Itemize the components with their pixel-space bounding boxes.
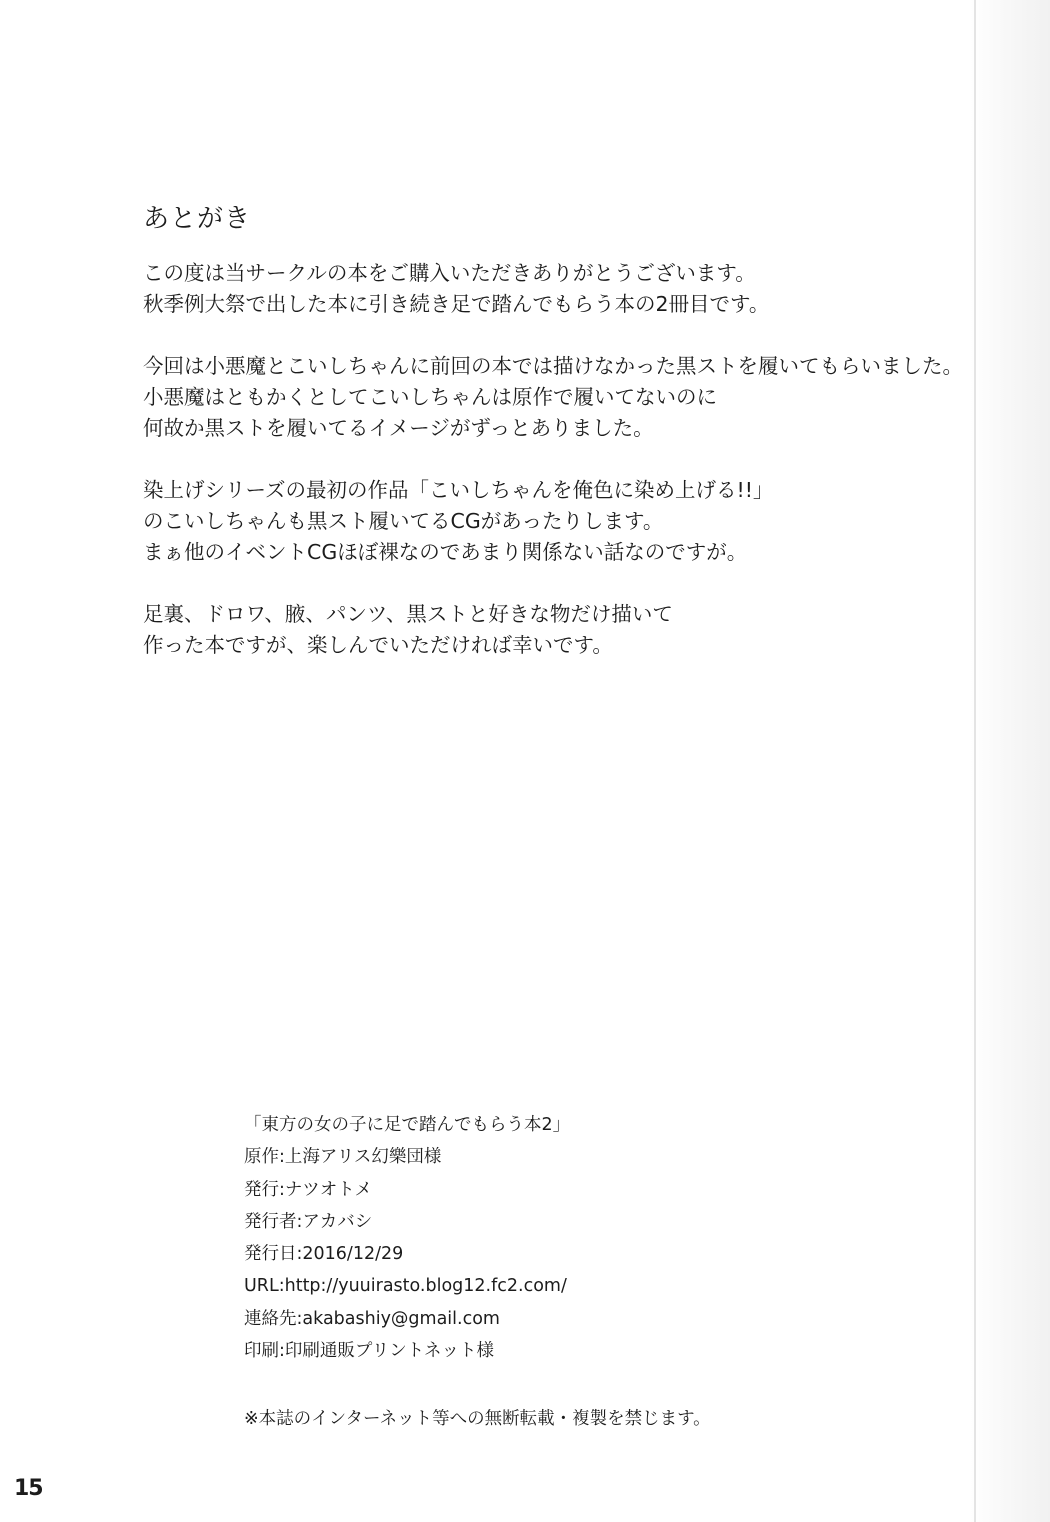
afterword-title: あとがき (143, 204, 252, 234)
colophon-date: 発行日:2016/12/29 (244, 1244, 404, 1265)
afterword-line: 小悪魔はともかくとしてこいしちゃんは原作で履いてないのに (143, 385, 717, 409)
colophon-book-title: 「東方の女の子に足で踏んでもらう本2」 (244, 1115, 571, 1135)
afterword-line: 足裏、ドロワ、腋、パンツ、黒ストと好きな物だけ描いて (143, 602, 673, 626)
afterword-paragraph (143, 599, 963, 661)
paragraph-gap (143, 568, 963, 599)
paragraph-gap (143, 320, 963, 351)
afterword-line: まぁ他のイベントCGほぼ裸なのであまり関係ない話なのですが。 (143, 540, 748, 564)
colophon-publisher: 発行者:アカバシ (244, 1211, 373, 1232)
page-edge-shadow (970, 0, 1050, 1522)
afterword-paragraph (143, 258, 963, 320)
page-number: 15 (14, 1476, 43, 1501)
colophon-printer: 印刷:印刷通販プリントネット様 (244, 1341, 495, 1362)
page-edge-line (974, 0, 976, 1522)
afterword-line: 作った本ですが、楽しんでいただければ幸いです。 (143, 633, 613, 657)
afterword-line: 何故か黒ストを履いてるイメージがずっとありました。 (143, 416, 654, 440)
afterword-line: 染上げシリーズの最初の作品「こいしちゃんを俺色に染め上げる!!」 (143, 478, 774, 502)
colophon-url: URL:http://yuuirasto.blog12.fc2.com/ (244, 1276, 567, 1297)
colophon-contact: 連絡先:akabashiy@gmail.com (244, 1308, 500, 1329)
colophon-original-work: 原作:上海アリス幻樂団様 (244, 1147, 442, 1168)
copyright-notice: ※本誌のインターネット等への無断転載・複製を禁じます。 (244, 1409, 711, 1429)
afterword-paragraph (143, 351, 963, 444)
afterword-body (143, 258, 963, 661)
afterword-line: この度は当サークルの本をご購入いただきありがとうございます。 (143, 261, 756, 285)
paragraph-gap (143, 444, 963, 475)
colophon (244, 1109, 804, 1367)
afterword-line: 今回は小悪魔とこいしちゃんに前回の本では描けなかった黒ストを履いてもらいました。 (143, 354, 963, 378)
afterword-paragraph (143, 475, 963, 568)
colophon-circle: 発行:ナツオトメ (244, 1179, 373, 1200)
afterword-line: 秋季例大祭で出した本に引き続き足で踏んでもらう本の2冊目です。 (143, 292, 770, 316)
afterword-line: のこいしちゃんも黒スト履いてるCGがあったりします。 (143, 509, 664, 533)
